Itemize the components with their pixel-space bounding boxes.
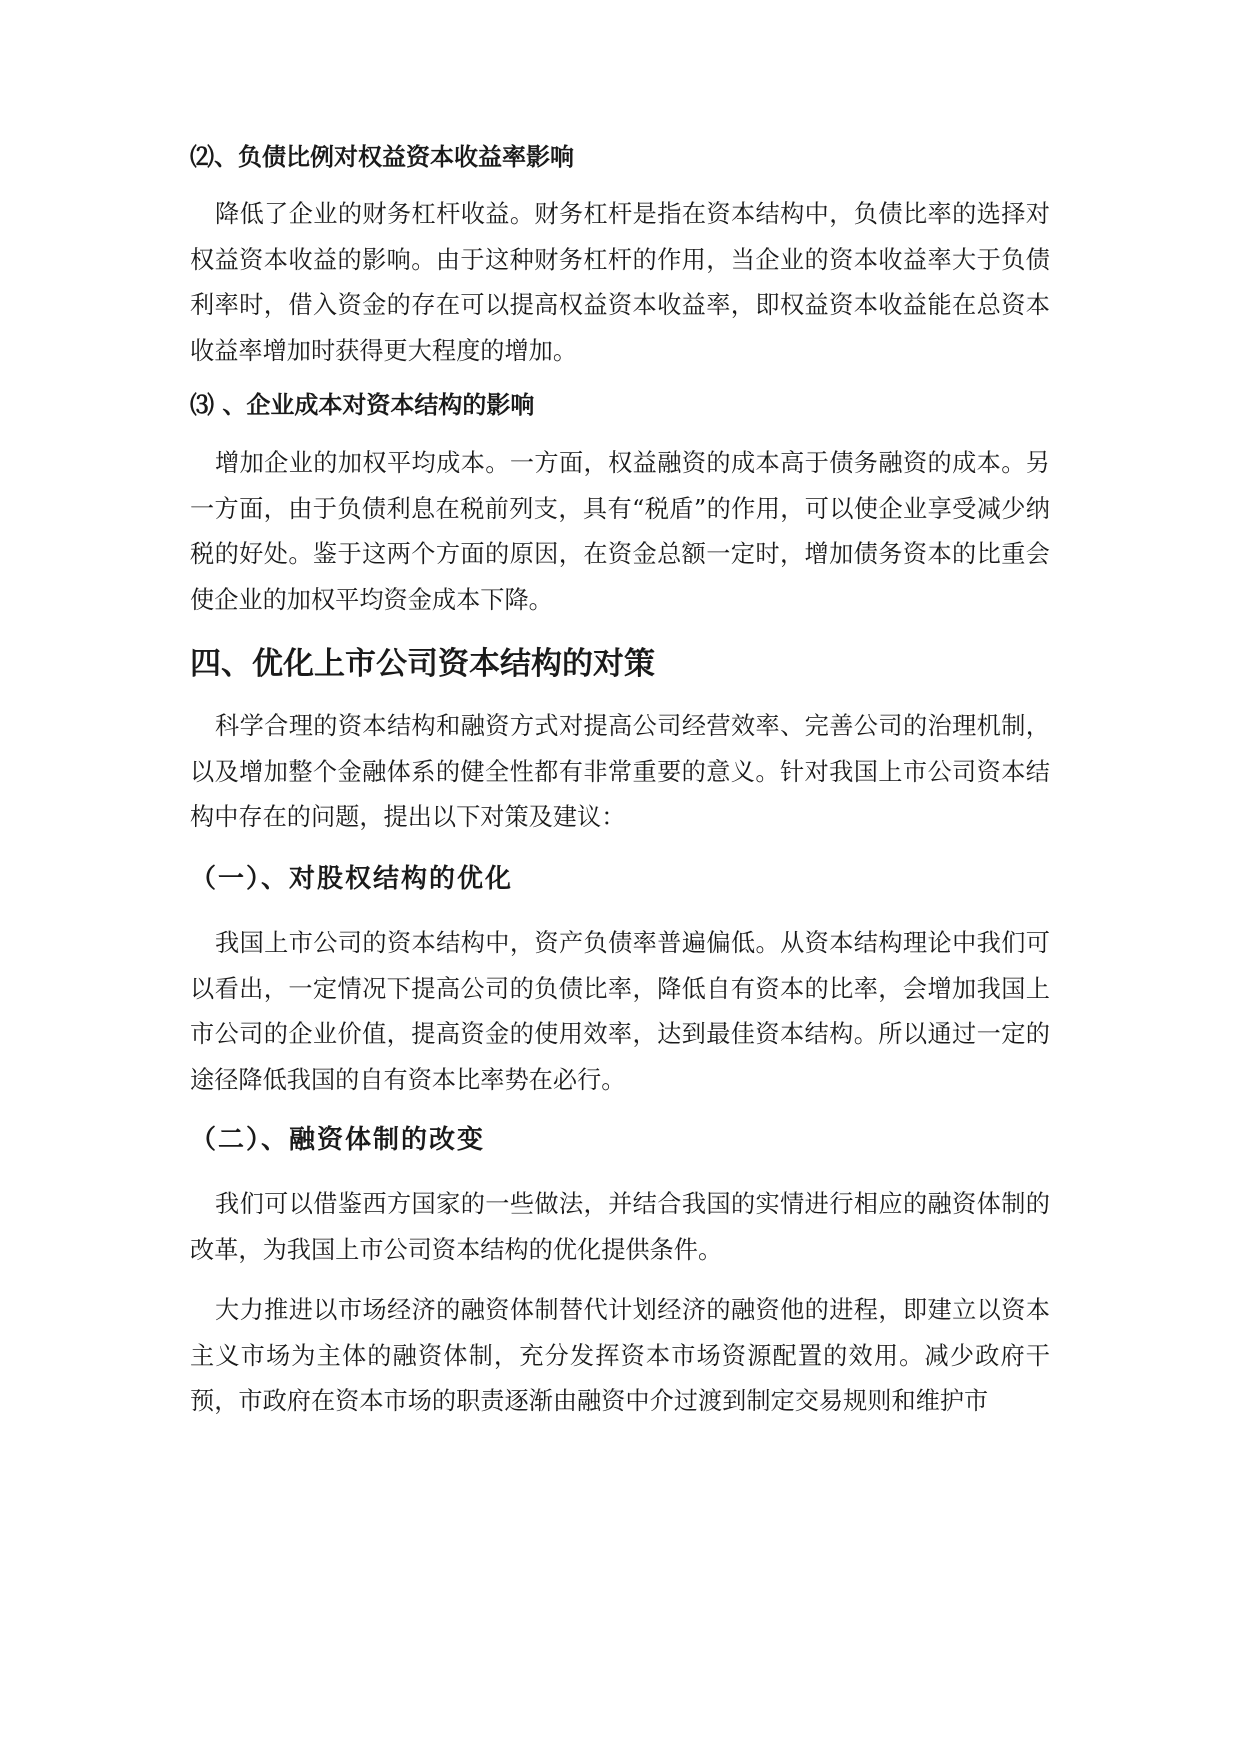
subsection-title-1: （一）、对股权结构的优化 xyxy=(190,864,514,894)
section-heading-3: ⑶ 、企业成本对资本结构的影响 xyxy=(190,391,535,419)
paragraph-chapter-intro: 科学合理的资本结构和融资方式对提高公司经营效率、完善公司的治理机制，以及增加整个金融体系的健全性都有非常重要的意义。针对我国上市公司资本结构中存在的问题，提出以下对策及建议： xyxy=(190,712,1050,831)
subsection-title-2: （二）、融资体制的改变 xyxy=(190,1125,486,1155)
paragraph-debt-ratio: 降低了企业的财务杠杆收益。财务杠杆是指在资本结构中，负债比率的选择对权益资本收益的影响。由于这种财务杠杆的作用，当企业的资本收益率大于负债利率时，借入资金的存在可以提高权益资本收益率，即权益资本收益能在总资本收益率增加时获得更大程度的增加。 xyxy=(190,200,1050,365)
chapter-title: 四、优化上市公司资本结构的对策 xyxy=(190,646,655,682)
paragraph-market-financing: 大力推进以市场经济的融资体制替代计划经济的融资他的进程，即建立以资本主义市场为主体的融资体制，充分发挥资本市场资源配置的效用。减少政府干预，市政府在资本市场的职责逐渐由融资中介过渡到制定交易规则和维护市 xyxy=(190,1296,1050,1415)
paragraph-equity-optimization: 我国上市公司的资本结构中，资产负债率普遍偏低。从资本结构理论中我们可以看出，一定情况下提高公司的负债比率，降低自有资本的比率，会增加我国上市公司的企业价值，提高资金的使用效率，达到最佳资本结构。所以通过一定的途径降低我国的自有资本比率势在必行。 xyxy=(190,929,1050,1094)
section-heading-2: ⑵、负债比例对权益资本收益率影响 xyxy=(190,143,574,171)
paragraph-enterprise-cost: 增加企业的加权平均成本。一方面，权益融资的成本高于债务融资的成本。另一方面，由于负债利息在税前列支，具有“税盾”的作用，可以使企业享受减少纳税的好处。鉴于这两个方面的原因，在资金总额一定时，增加债务资本的比重会使企业的加权平均资金成本下降。 xyxy=(190,449,1050,614)
paragraph-financing-reform: 我们可以借鉴西方国家的一些做法，并结合我国的实情进行相应的融资体制的改革，为我国上市公司资本结构的优化提供条件。 xyxy=(190,1190,1050,1264)
